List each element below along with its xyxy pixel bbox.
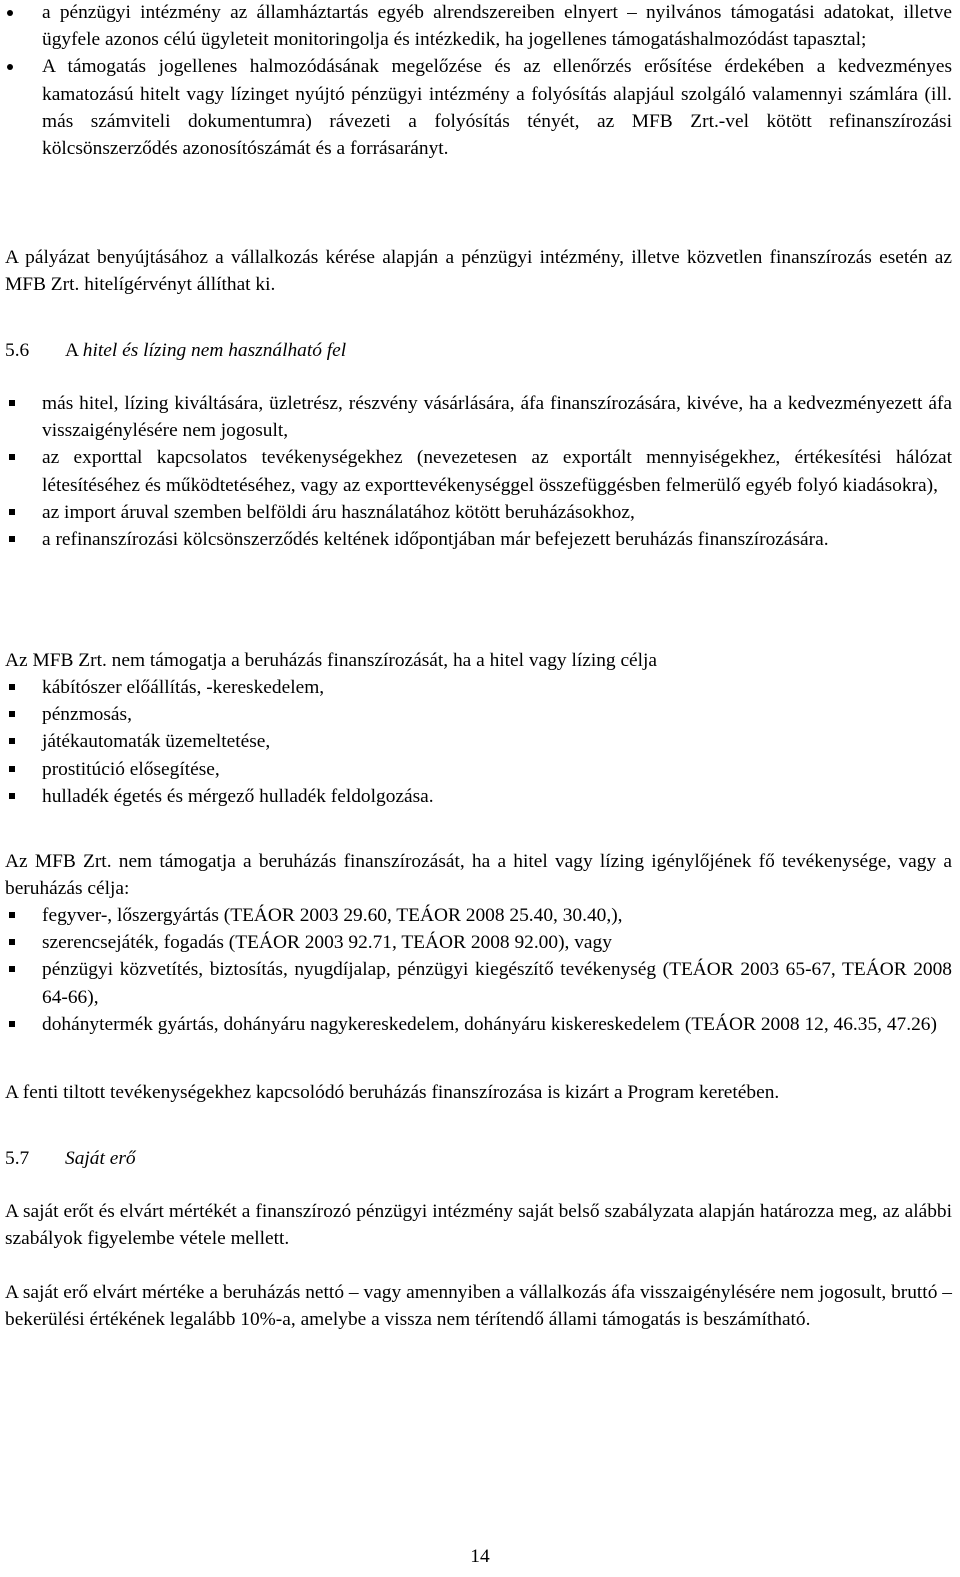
paragraph-mfb-activity: Az MFB Zrt. nem támogatja a beruházás finanszírozását, ha a hitel vagy lízing igénylőjének fő tevékenysége, vagy a beruházás célja: — [5, 851, 952, 900]
list-item: A támogatás jogellenes halmozódásának megelőzése és az ellenőrzés erősítése érdekében a kedvezményes kamatozású hitelt vagy lízinget nyújtó pénzügyi intézmény a folyósítás alapjául szolgáló valamennyi számlára (ill. más számviteli dokumentumra) rávezeti a folyósítás tényét, az MFB Zrt.-vel kötött refinanszírozási kölcsönszerződés azonosítószámát és a forrásarányt. — [5, 53, 952, 162]
paragraph-mfb-purpose: Az MFB Zrt. nem támogatja a beruházás finanszírozását, ha a hitel vagy lízing célja — [5, 650, 658, 671]
list-item: kábítószer előállítás, -kereskedelem, — [5, 674, 952, 701]
list-excluded-purposes — [5, 674, 952, 810]
list-item: prostitúció elősegítése, — [5, 756, 952, 783]
bullet-list-top — [5, 0, 952, 162]
list-item: pénzmosás, — [5, 701, 952, 728]
list-item: pénzügyi közvetítés, biztosítás, nyugdíjalap, pénzügyi kiegészítő tevékenység (TEÁOR 2003 65-67, TEÁOR 2008 64-66), — [5, 956, 952, 1010]
list-item: hulladék égetés és mérgező hulladék feldolgozása. — [5, 783, 952, 810]
paragraph-own-funds-2: A saját erő elvárt mértéke a beruházás nettó – vagy amennyiben a vállalkozás áfa visszaigénylésére nem jogosult, bruttó – bekerülési értékének legalább 10%-a, amelybe a vissza nem térítendő állami támogatás is beszámítható. — [5, 1282, 952, 1331]
section-heading-5-7 — [5, 1145, 952, 1172]
list-item: dohánytermék gyártás, dohányáru nagykereskedelem, dohányáru kiskereskedelem (TEÁOR 2008 12, 46.35, 47.26) — [5, 1011, 952, 1038]
list-item: szerencsejáték, fogadás (TEÁOR 2003 92.71, TEÁOR 2008 92.00), vagy — [5, 929, 952, 956]
section-title: Saját — [65, 1148, 105, 1169]
paragraph-application: A pályázat benyújtásához a vállalkozás kérése alapján a pénzügyi intézmény, illetve közvetlen finanszírozás esetén az MFB Zrt. hitelígérvényt állíthat ki. — [5, 247, 952, 296]
list-excluded-activities — [5, 902, 952, 1038]
section-title-rest: erő — [109, 1148, 136, 1169]
section-title: hitel és lízing nem használható fel — [82, 340, 347, 361]
list-item: az import áruval szemben belföldi áru használatához kötött beruházásokhoz, — [5, 499, 952, 526]
section-number: 5.7 — [5, 1148, 30, 1169]
list-item: fegyver-, lőszergyártás (TEÁOR 2003 29.60, TEÁOR 2008 25.40, 30.40,), — [5, 902, 952, 929]
paragraph-own-funds-1: A saját erőt és elvárt mértékét a finanszírozó pénzügyi intézmény saját belső szabályzata alapján határozza meg, az alábbi szabályok figyelembe vétele mellett. — [5, 1201, 952, 1250]
section-heading-5-6 — [5, 337, 952, 364]
list-item: a refinanszírozási kölcsönszerződés keltének időpontjában már befejezett beruházás finanszírozására. — [5, 526, 952, 553]
list-not-usable-for — [5, 390, 952, 553]
paragraph-excluded: A fenti tiltott tevékenységekhez kapcsolódó beruházás finanszírozása is kizárt a Program keretében. — [5, 1082, 780, 1103]
list-item: a pénzügyi intézmény az államháztartás egyéb alrendszereiben elnyert – nyilvános támogatási adatokat, illetve ügyfele azonos célú ügyleteit monitoringolja és intézkedik, ha jogellenes támogatáshalmozódást tapasztal; — [5, 0, 952, 53]
section-number: 5.6 — [5, 340, 30, 361]
list-item: az exporttal kapcsolatos tevékenységekhez (nevezetesen az exportált mennyiségekhez, értékesítési hálózat létesítéséhez és működtetéséhez, vagy az exporttevékenységgel összefüggésben felmerülő egyéb folyó kiadásokra), — [5, 444, 952, 498]
section-title-prefix: A — [65, 340, 78, 361]
list-item: játékautomaták üzemeltetése, — [5, 728, 952, 755]
list-item: más hitel, lízing kiváltására, üzletrész, részvény vásárlására, áfa finanszírozására, kivéve, ha a kedvezményezett áfa visszaigénylésére nem jogosult, — [5, 390, 952, 444]
page-number: 14 — [470, 1546, 490, 1567]
